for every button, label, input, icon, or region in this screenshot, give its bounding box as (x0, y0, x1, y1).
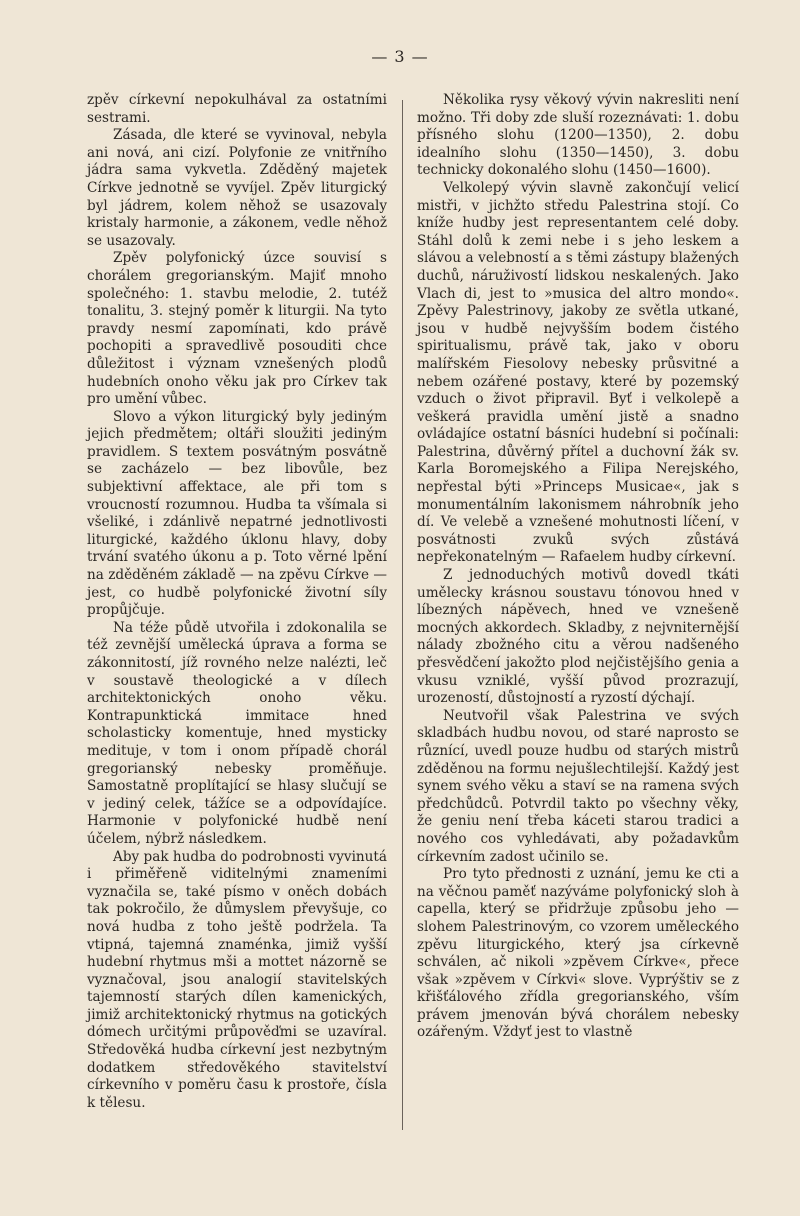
left-paragraph: Zpěv polyfonický úzce souvisí s chorálem gregorianským. Majiť mnoho společného: 1. stavbu melodie, 2. tutéž tonalitu, 3. stejný poměr k liturgii. Na tyto pravdy nesmí zapomínati, kdo právě pochopiti a spravedlivě posouditi chce důležitost i význam vznešených plodů hudebních onoho věku jak pro Církev tak pro umění vůbec. (87, 250, 387, 408)
right-paragraph: Velkolepý vývin slavně zakončují velicí mistři, v jichžto středu Palestrina stojí. Co kníže hudby jest representantem celé doby. Stáhl dolů k zemi nebe i s jeho leskem a slávou a velebností a s těmi zástupy blažených duchů, náruživostí lidskou neskalených. Jako Vlach di, jest to »musica del altro mondo«. Zpěvy Palestrinovy, jakoby ze světla utkané, jsou v hudbě nejvyšším bodem čistého spiritualismu, právě tak, jako v oboru malířském Fiesolovy nebesky průsvitné a nebem ozářené postavy, které by pozemský vzduch o život připravil. Byť i velkolepě a veškerá pravidla umění jistě a snadno ovládajíce ostatní básníci hudební si počínali: Palestrina, důvěrný přítel a duchovní žák sv. Karla Boromejského a Filipa Nerejského, nepřestal býti »Princeps Musicae«, jak s monumentálním lakonismem náhrobník jeho dí. Ve velebě a vznešené mohutnosti líčení, v posvátnosti zvuků svých zůstává nepřekonatelným — Rafaelem hudby církevní. (417, 179, 739, 566)
left-column (87, 92, 387, 1112)
left-paragraph: Zásada, dle které se vyvinoval, nebyla ani nová, ani cizí. Polyfonie ze vnitřního jádra sama vykvetla. Zděděný majetek Církve jednotně se vyvíjel. Zpěv liturgický byl jádrem, kolem něhož se usazovaly kristaly harmonie, a zákonem, vedle něhož se usazovaly. (87, 127, 387, 249)
page-number: — 3 — (371, 47, 429, 66)
left-paragraph: Na téže půdě utvořila i zdokonalila se též zevnější umělecká úprava a forma se zákonnitostí, jíž rovného nelze nalézti, leč v soustavě theologické a v dílech architektonických onoho věku. Kontrapunktická immitace hned scholasticky komentuje, hned mysticky medituje, v tom i onom případě chorál gregorianský nebesky proměňuje. Samostatně proplítající se hlasy slučují se v jediný celek, tážíce se a odpovídajíce. Harmonie v polyfonické hudbě není účelem, nýbrž následkem. (87, 619, 387, 847)
left-paragraph: Aby pak hudba do podrobnosti vyvinutá i přiměřeně viditelnými znameními vyznačila se, také písmo v oněch dobách tak pokročilo, že důmyslem převyšuje, co nová hudba z toho ještě podržela. Ta vtipná, tajemná znaménka, jimiž vyšší hudební rhytmus mši a mottet názorně se vyznačoval, jsou analogií stavitelských tajemností starých dílen kamenických, jimiž architektonický rhytmus na gotických dómech určitými průpověďmi se uzavíral. Středověká hudba církevní jest nezbytným dodatkem středověkého stavitelství církevního v poměru času k prostoře, čísla k tělesu. (87, 848, 387, 1111)
right-paragraph: Z jednoduchých motivů dovedl tkáti umělecky krásnou soustavu tónovou hned v líbezných nápěvech, hned ve vznešeně mocných akkordech. Skladby, z nejvniternější nálady zbožného citu a věrou nadšeného přesvědčení jakožto plod nejčistějšího genia a vkusu vzniklé, vyšší původ prozrazují, urozeností, důstojností a ryzostí dýchají. (417, 567, 739, 707)
right-paragraph: Několika rysy věkový vývin nakresliti není možno. Tři doby zde sluší rozeznávati: 1. dobu přísného slohu (1200—1350), 2. dobu idealního slohu (1350—1450), 3. dobu technicky dokonalého slohu (1450—1600). (417, 92, 739, 179)
column-divider (402, 100, 403, 1130)
left-paragraph: zpěv církevní nepokulhával za ostatními sestrami. (87, 92, 387, 126)
right-paragraph: Neutvořil však Palestrina ve svých skladbách hudbu novou, od staré naprosto se různící, uvedl pouze hudbu od starých mistrů zděděnou na formu nejušlechtilejší. Každý jest synem svého věku a staví se na ramena svých předchůdců. Potvrdil takto po všechny věky, že geniu není třeba káceti starou tradici a nového cos vyhledávati, aby požadavkům církevním zadost učinilo se. (417, 707, 739, 865)
right-paragraph: Pro tyto přednosti z uznání, jemu ke cti a na věčnou paměť nazýváme polyfonický sloh à capella, který se přidržuje způsobu jeho — slohem Palestrinovým, co vzorem uměleckého zpěvu liturgického, který jsa církevně schválen, ač nikoli »zpěvem Církve«, přece však »zpěvem v Církvi« slove. Vyprýštiv se z křišťálového zřídla gregorianského, vším právem jmenován bývá chorálem nebesky ozářeným. Vždyť jest to vlastně (417, 866, 739, 1041)
left-paragraph: Slovo a výkon liturgický byly jediným jejich předmětem; oltáři sloužiti jediným pravidlem. S textem posvátným posvátně se zacházelo — bez libovůle, bez subjektivní affektace, ale při tom s vroucností rozumnou. Hudba ta všímala si všeliké, i zdánlivě nepatrné jednotlivosti liturgické, každého úklonu hlavy, doby trvání svatého úkonu a p. Toto věrné lpění na zděděném základě — na zpěvu Církve — jest, co hudbě polyfonické životní síly propůjčuje. (87, 408, 387, 619)
right-column (417, 92, 739, 1042)
